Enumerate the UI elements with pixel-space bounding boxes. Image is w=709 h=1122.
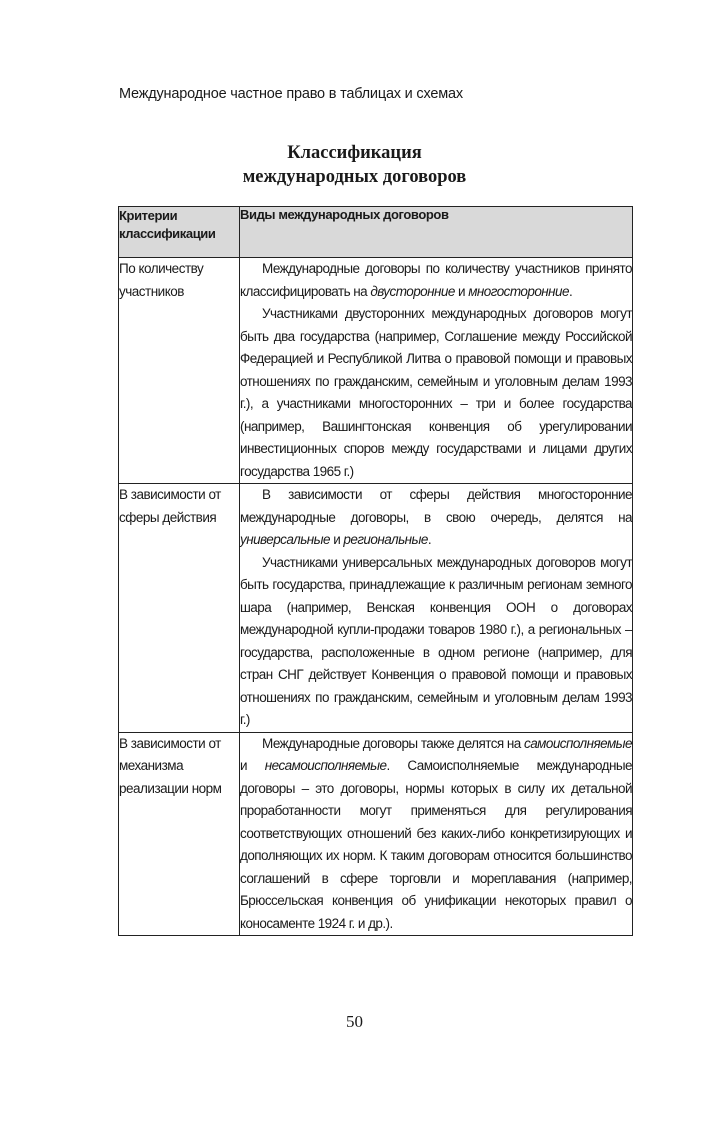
classification-table bbox=[118, 206, 633, 936]
text-run: В зависимости от сферы действия многосторонние международные договоры, в свою очередь, делятся на bbox=[240, 487, 632, 525]
criterion-cell: В зависимости от механизма реализации норм bbox=[119, 732, 240, 936]
text-run: . Самоисполняемые международные договоры – это договоры, нормы которых в силу их детальной проработанности могут применяться для регулирования соответствующих отношений без каких-либо конкретизирующих и дополняющих их норм. К таким договорам относится большинство соглашений в сфере торговли и мореплавания (например, Брюссельская конвенция об унификации некоторых правил о коносаменте 1924 г. и др.). bbox=[240, 758, 632, 931]
text-run: Международные договоры также делятся на bbox=[262, 735, 525, 751]
description-paragraph bbox=[240, 303, 632, 483]
description-paragraph bbox=[240, 552, 632, 732]
table-header-row bbox=[119, 207, 633, 258]
text-run: и bbox=[240, 758, 265, 773]
description-paragraph bbox=[240, 258, 632, 303]
emphasized-term: многосторонние bbox=[468, 283, 569, 299]
text-run: Международные договоры по количеству участников принято классифицировать на bbox=[240, 261, 632, 299]
emphasized-term: несамоисполняемые bbox=[264, 758, 387, 773]
criterion-cell: В зависимости от сферы действия bbox=[119, 484, 240, 733]
header-criteria: Критерии классификации bbox=[119, 207, 240, 258]
emphasized-term: самоисполняемые bbox=[524, 735, 632, 751]
header-types: Виды международных договоров bbox=[240, 207, 633, 258]
text-run: и bbox=[330, 532, 344, 547]
description-paragraph bbox=[240, 484, 632, 552]
text-run: Участниками двусторонних международных договоров могут быть два государства (например, Соглашение между Российской Федерацией и Республикой Литва о правовой помощи и правовых отношениях по гражданским, семейным и уголовным делам 1993 г.), а участниками многосторонних – три и более государства (например, Вашингтонская конвенция об урегулировании инвестиционных споров между государствами и лицами других государства 1965 г.) bbox=[240, 306, 632, 479]
description-paragraph bbox=[240, 733, 632, 936]
description-cell bbox=[240, 258, 633, 484]
text-run: и bbox=[454, 283, 469, 299]
criterion-cell: По количеству участников bbox=[119, 258, 240, 484]
page-title bbox=[0, 141, 709, 189]
title-line-1: Классификация bbox=[287, 143, 422, 163]
emphasized-term: универсальные bbox=[240, 532, 330, 547]
table-row bbox=[119, 484, 633, 733]
emphasized-term: двусторонние bbox=[370, 283, 455, 299]
table-row bbox=[119, 732, 633, 936]
running-head: Международное частное право в таблицах и схемах bbox=[119, 86, 463, 102]
page-number: 50 bbox=[346, 1012, 363, 1031]
description-cell bbox=[240, 484, 633, 733]
text-run: . bbox=[427, 532, 432, 547]
emphasized-term: региональные bbox=[343, 532, 428, 547]
table-row bbox=[119, 258, 633, 484]
text-run: Участниками универсальных международных договоров могут быть государства, принадлежащие к различным регионам земного шара (например, Венская конвенция ООН о договорах международной купли-продажи товаров 1980 г.), а региональных – государства, расположенные в одном регионе (например, для стран СНГ действует Конвенция о правовой помощи и правовых отношениях по гражданским, семейным и уголовным делам 1993 г.) bbox=[240, 554, 632, 727]
description-cell bbox=[240, 732, 633, 936]
text-run: . bbox=[568, 283, 573, 299]
title-line-2: международных договоров bbox=[242, 167, 467, 187]
